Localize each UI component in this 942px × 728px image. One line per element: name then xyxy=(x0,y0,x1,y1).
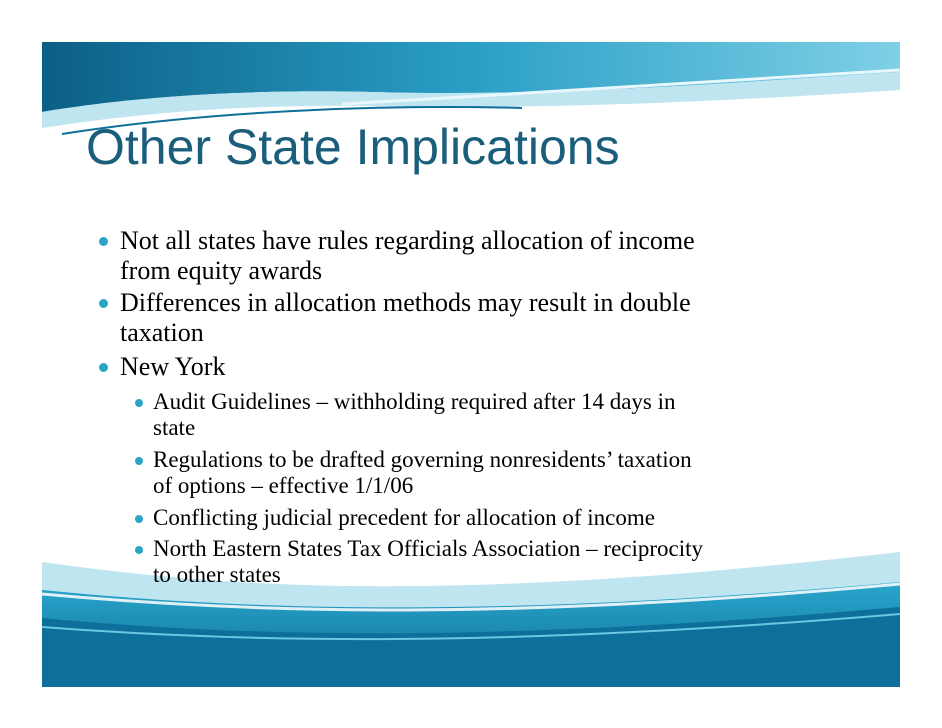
bullet-item xyxy=(120,352,225,382)
sub-bullet-text-line: Audit Guidelines – withholding required after 14 days in xyxy=(153,389,676,414)
bullet-text-line: taxation xyxy=(120,318,204,347)
sub-bullet-dot-icon xyxy=(135,546,143,554)
bullet-text-line: New York xyxy=(120,352,226,381)
sub-bullet-dot-icon xyxy=(135,457,143,465)
sub-bullet-text-line: state xyxy=(153,415,196,440)
bullet-text-line: Differences in allocation methods may result in double xyxy=(120,288,691,317)
sub-bullet-item xyxy=(153,447,692,499)
slide xyxy=(42,42,900,687)
sub-bullet-text-line: Conflicting judicial precedent for allocation of income xyxy=(153,505,655,530)
sub-bullet-dot-icon xyxy=(135,515,143,523)
bullet-list xyxy=(42,42,900,687)
bullet-dot-icon xyxy=(99,237,108,246)
bullet-dot-icon xyxy=(99,299,108,308)
bullet-dot-icon xyxy=(99,363,108,372)
bullet-item xyxy=(120,288,691,348)
sub-bullet-item xyxy=(153,505,655,531)
sub-bullet-item xyxy=(153,389,676,441)
sub-bullet-text-line: North Eastern States Tax Officials Association – reciprocity xyxy=(153,536,704,561)
bullet-text-line: from equity awards xyxy=(120,256,323,285)
sub-bullet-text-line: of options – effective 1/1/06 xyxy=(153,473,414,498)
sub-bullet-text-line: to other states xyxy=(153,562,281,587)
bullet-text-line: Not all states have rules regarding allocation of income xyxy=(120,226,695,255)
sub-bullet-dot-icon xyxy=(135,399,143,407)
bullet-item xyxy=(120,226,695,286)
sub-bullet-text-line: Regulations to be drafted governing nonresidents’ taxation xyxy=(153,447,692,472)
slide-title: Other State Implications xyxy=(86,119,620,175)
sub-bullet-item xyxy=(153,536,703,588)
